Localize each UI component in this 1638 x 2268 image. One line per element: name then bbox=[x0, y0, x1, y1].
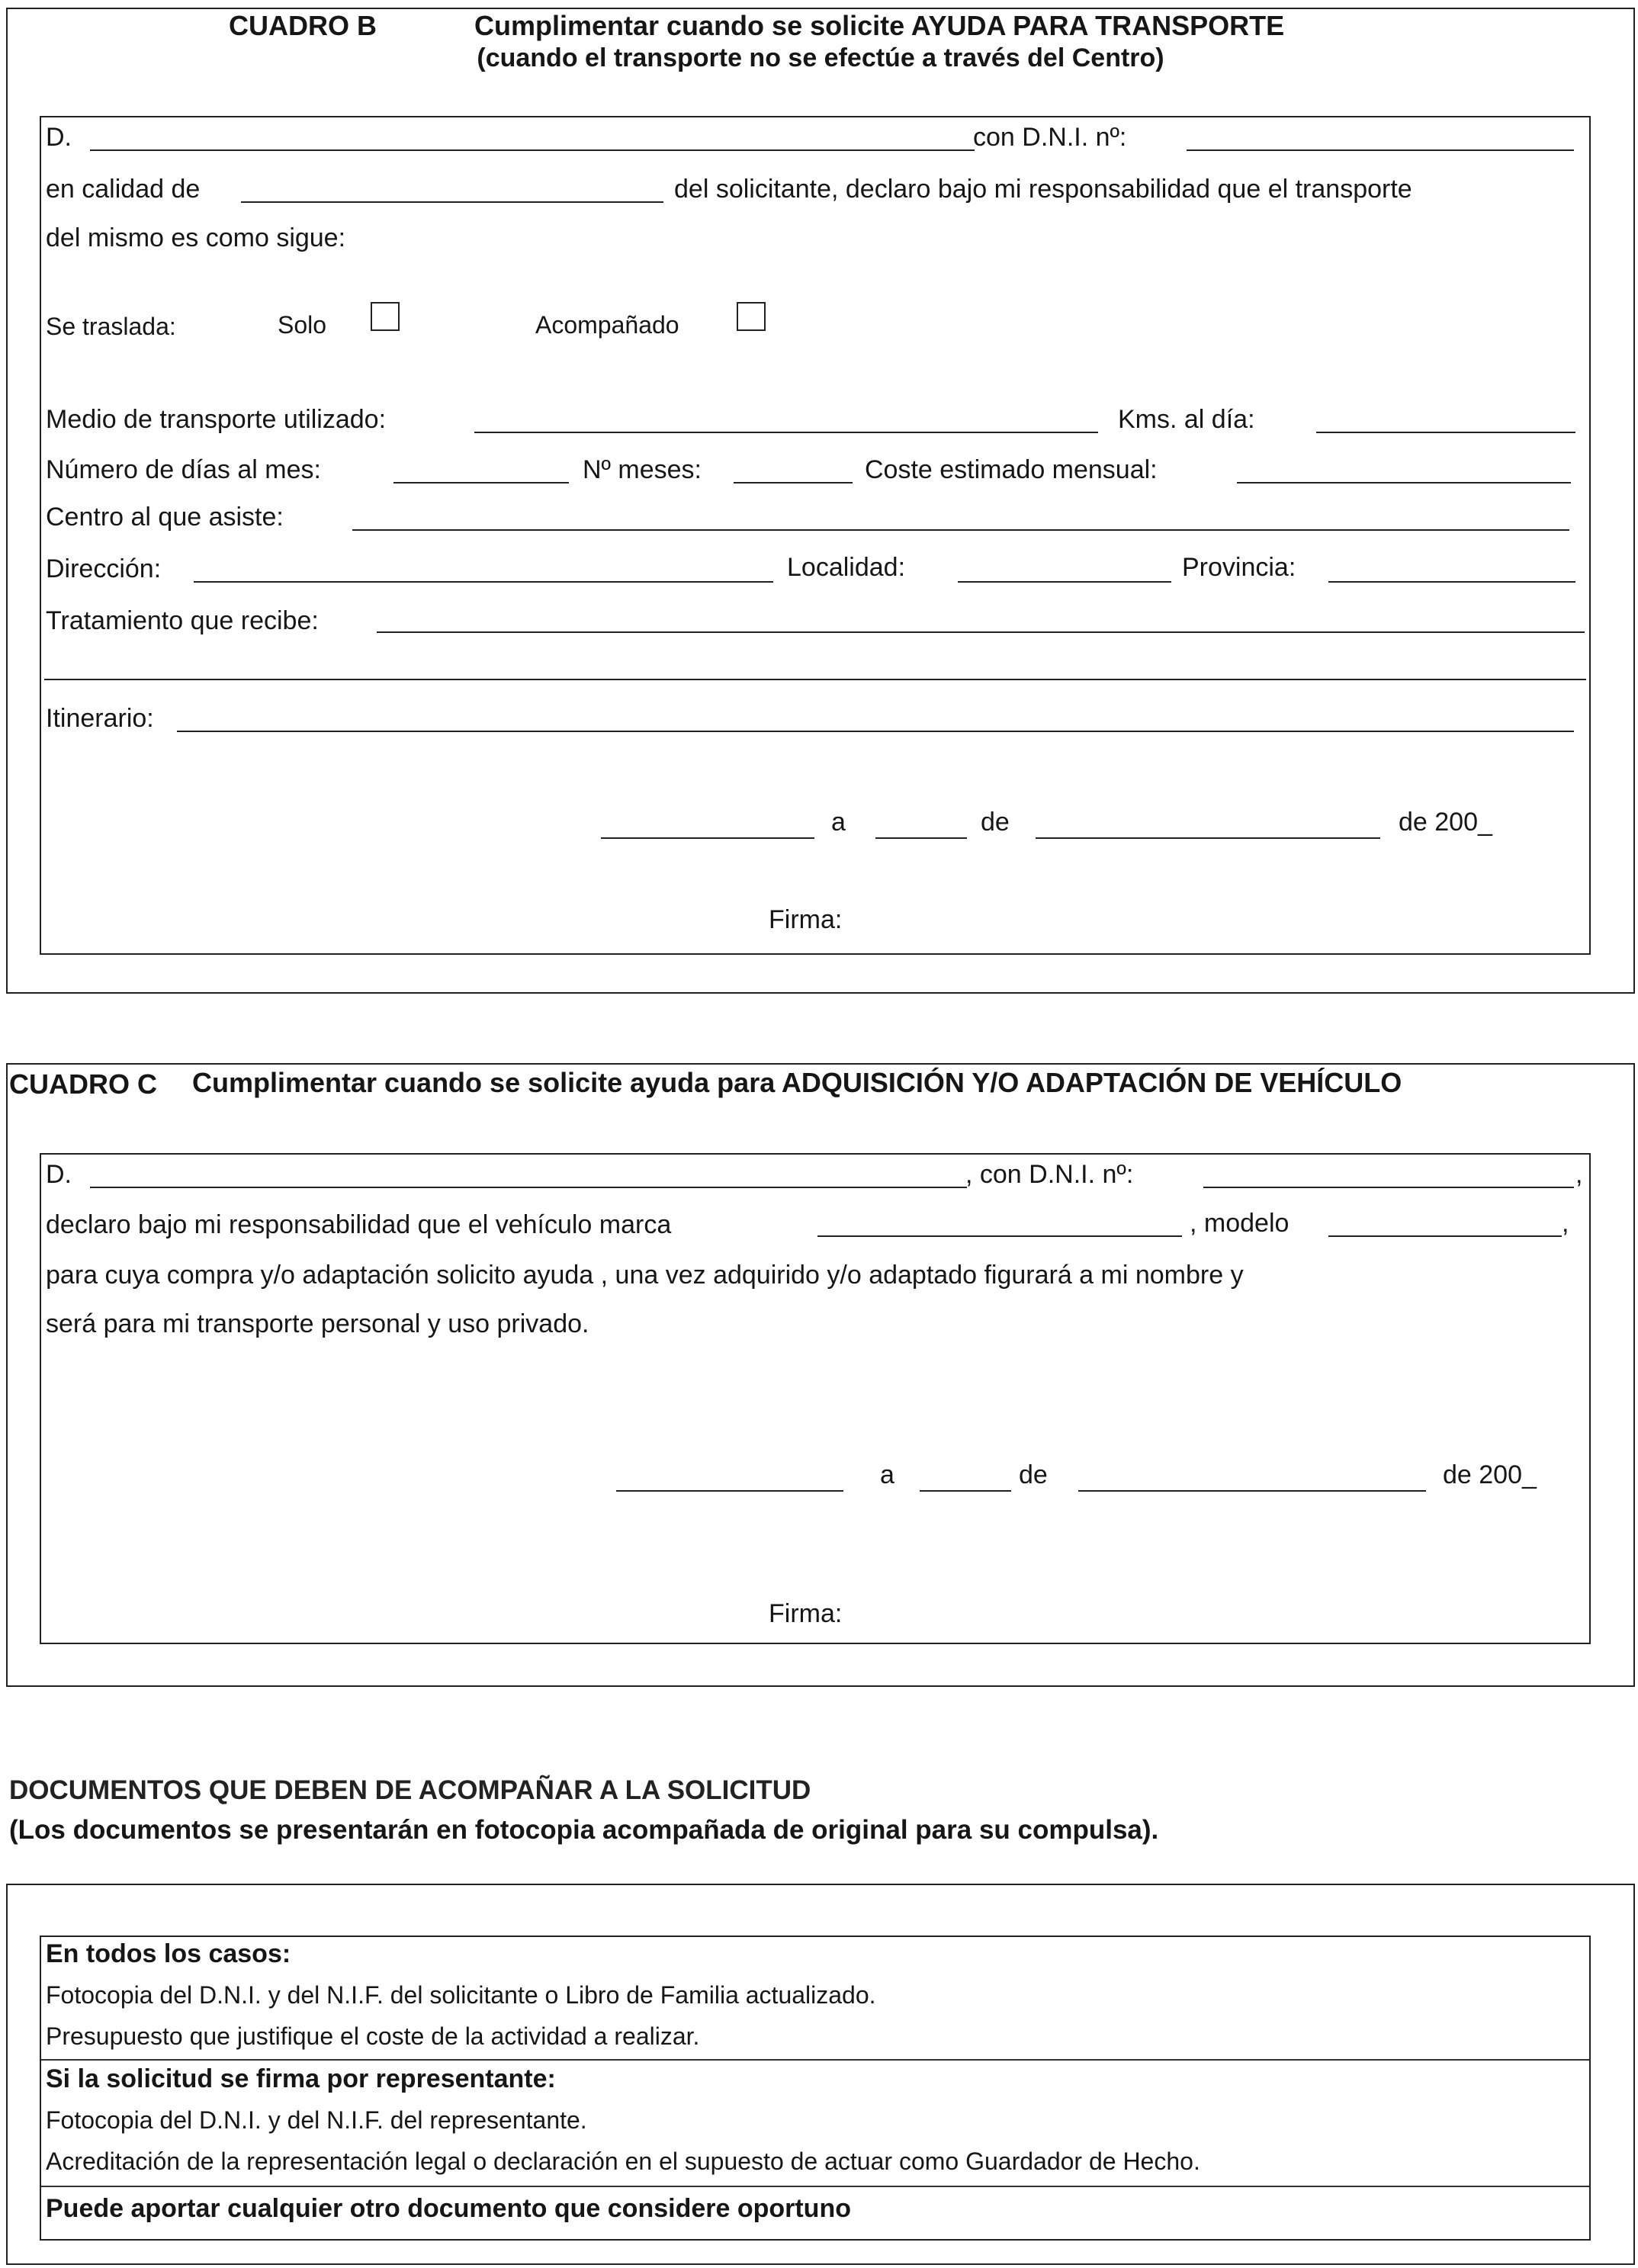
cuadro-b-coste-label: Coste estimado mensual: bbox=[865, 455, 1158, 484]
doc-row-4: Si la solicitud se firma por representante: bbox=[46, 2064, 556, 2093]
cuadro-b-acompanado-label: Acompañado bbox=[535, 311, 679, 339]
solo-checkbox[interactable] bbox=[371, 302, 400, 331]
cuadro-c-name-field[interactable] bbox=[90, 1187, 967, 1188]
cuadro-c-d-label: D. bbox=[46, 1160, 72, 1189]
cuadro-c-date-day-field[interactable] bbox=[920, 1490, 1011, 1492]
cuadro-b-itinerario-field[interactable] bbox=[177, 731, 1574, 732]
cuadro-b-title: Cumplimentar cuando se solicite AYUDA PARA TRANSPORTE bbox=[474, 10, 1285, 41]
cuadro-b-coste-field[interactable] bbox=[1237, 482, 1571, 483]
cuadro-b-meses-label: Nº meses: bbox=[583, 455, 702, 484]
doc-row-5: Fotocopia del D.N.I. y del N.I.F. del representante. bbox=[46, 2106, 587, 2134]
doc-row-2: Fotocopia del D.N.I. y del N.I.F. del solicitante o Libro de Familia actualizado. bbox=[46, 1981, 876, 2009]
cuadro-c-label: CUADRO C bbox=[9, 1068, 157, 1100]
doc-row-1: En todos los casos: bbox=[46, 1939, 291, 1968]
cuadro-b-name-field[interactable] bbox=[90, 149, 975, 151]
cuadro-b-tratamiento-label: Tratamiento que recibe: bbox=[46, 606, 319, 635]
cuadro-c-date-month-field[interactable] bbox=[1078, 1490, 1426, 1492]
cuadro-c-firma-label: Firma: bbox=[769, 1599, 843, 1628]
cuadro-b-date-place-field[interactable] bbox=[601, 837, 814, 839]
cuadro-c-sera-text: será para mi transporte personal y uso privado. bbox=[46, 1309, 589, 1338]
cuadro-c-para-text: para cuya compra y/o adaptación solicito ayuda , una vez adquirido y/o adaptado figurará a mi nombre y bbox=[46, 1261, 1244, 1290]
cuadro-b-centro-field[interactable] bbox=[352, 529, 1569, 531]
cuadro-b-dias-label: Número de días al mes: bbox=[46, 455, 321, 484]
cuadro-b-traslada-label: Se traslada: bbox=[46, 313, 176, 340]
cuadro-b-date-a: a bbox=[831, 808, 846, 837]
cuadro-c-dni-label: , con D.N.I. nº: bbox=[965, 1160, 1134, 1189]
doc-divider-1 bbox=[41, 2059, 1589, 2061]
cuadro-b-provincia-field[interactable] bbox=[1328, 581, 1575, 583]
cuadro-b-localidad-label: Localidad: bbox=[787, 553, 906, 582]
cuadro-b-date-month-field[interactable] bbox=[1036, 837, 1380, 839]
cuadro-b-dias-field[interactable] bbox=[393, 482, 569, 483]
cuadro-c-dni-comma: , bbox=[1575, 1160, 1583, 1189]
cuadro-b-localidad-field[interactable] bbox=[958, 581, 1171, 583]
cuadro-b-date-de: de bbox=[981, 808, 1010, 837]
cuadro-c-date-a: a bbox=[880, 1460, 894, 1489]
cuadro-b-direccion-field[interactable] bbox=[194, 581, 773, 583]
cuadro-b-continuation: del mismo es como sigue: bbox=[46, 223, 346, 252]
cuadro-b-dni-field[interactable] bbox=[1187, 149, 1574, 151]
cuadro-c-date-year: de 200_ bbox=[1443, 1460, 1537, 1489]
cuadro-b-meses-field[interactable] bbox=[734, 482, 853, 483]
doc-row-7: Puede aportar cualquier otro documento que considere oportuno bbox=[46, 2194, 851, 2223]
cuadro-b-centro-label: Centro al que asiste: bbox=[46, 503, 284, 532]
cuadro-b-itinerario-label: Itinerario: bbox=[46, 704, 154, 733]
cuadro-b-kms-label: Kms. al día: bbox=[1118, 405, 1255, 434]
cuadro-b-firma-label: Firma: bbox=[769, 905, 843, 934]
cuadro-b-provincia-label: Provincia: bbox=[1182, 553, 1296, 582]
cuadro-b-subtitle: (cuando el transporte no se efectúe a través del Centro) bbox=[477, 43, 1164, 72]
cuadro-c-date-de: de bbox=[1019, 1460, 1048, 1489]
documentos-heading: DOCUMENTOS QUE DEBEN DE ACOMPAÑAR A LA SOLICITUD bbox=[9, 1775, 811, 1805]
cuadro-c-modelo-label: , modelo bbox=[1190, 1209, 1290, 1238]
cuadro-b-kms-field[interactable] bbox=[1316, 432, 1575, 433]
cuadro-b-date-day-field[interactable] bbox=[875, 837, 967, 839]
doc-divider-2 bbox=[41, 2186, 1589, 2187]
cuadro-c-date-place-field[interactable] bbox=[616, 1490, 843, 1492]
cuadro-b-tratamiento-field-2[interactable] bbox=[44, 679, 1586, 680]
cuadro-b-calidad-text: del solicitante, declaro bajo mi responsabilidad que el transporte bbox=[674, 175, 1412, 204]
cuadro-b-tratamiento-field[interactable] bbox=[377, 631, 1585, 633]
doc-row-3: Presupuesto que justifique el coste de la actividad a realizar. bbox=[46, 2022, 700, 2050]
documentos-subheading: (Los documentos se presentarán en fotocopia acompañada de original para su compulsa). bbox=[9, 1815, 1159, 1845]
cuadro-c-marca-field[interactable] bbox=[817, 1235, 1182, 1237]
cuadro-b-medio-field[interactable] bbox=[474, 432, 1098, 433]
cuadro-b-dni-label: con D.N.I. nº: bbox=[973, 123, 1127, 152]
cuadro-b-direccion-label: Dirección: bbox=[46, 554, 162, 583]
cuadro-b-calidad-label: en calidad de bbox=[46, 175, 201, 204]
acompanado-checkbox[interactable] bbox=[737, 302, 766, 331]
doc-row-6: Acreditación de la representación legal o declaración en el supuesto de actuar como Guardador de Hecho. bbox=[46, 2148, 1200, 2175]
cuadro-b-label: CUADRO B bbox=[229, 10, 377, 41]
cuadro-c-modelo-comma: , bbox=[1562, 1209, 1569, 1238]
cuadro-c-dni-field[interactable] bbox=[1203, 1187, 1574, 1188]
cuadro-b-solo-label: Solo bbox=[278, 311, 327, 339]
cuadro-c-vehiculo-label: declaro bajo mi responsabilidad que el vehículo marca bbox=[46, 1210, 672, 1239]
cuadro-b-calidad-field[interactable] bbox=[241, 201, 663, 203]
cuadro-c-modelo-field[interactable] bbox=[1328, 1235, 1562, 1237]
cuadro-b-d-label: D. bbox=[46, 123, 72, 152]
cuadro-b-medio-label: Medio de transporte utilizado: bbox=[46, 405, 387, 434]
cuadro-c-title: Cumplimentar cuando se solicite ayuda para ADQUISICIÓN Y/O ADAPTACIÓN DE VEHÍCULO bbox=[192, 1067, 1402, 1098]
cuadro-b-date-year: de 200_ bbox=[1399, 808, 1492, 837]
